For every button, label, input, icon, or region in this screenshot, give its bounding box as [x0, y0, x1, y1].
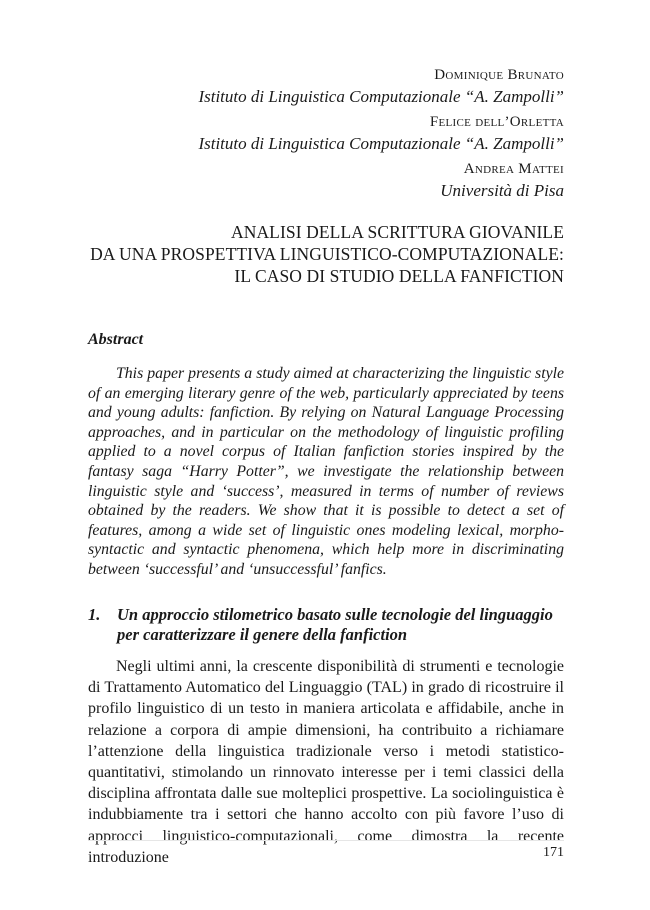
abstract-heading: Abstract	[88, 331, 144, 348]
body-text-start: Negli ultimi anni, la crescente disponibilità di strumenti e tecnologie di Trattamento Automatico del Linguaggio (	[88, 658, 564, 697]
author-affiliation: Università di Pisa	[440, 181, 564, 200]
author-name: Felice dell’Orletta	[429, 114, 564, 130]
author-name: Dominique Brunato	[434, 67, 564, 83]
paper-title	[80, 221, 564, 287]
author-list	[80, 64, 564, 205]
section-number: 1.	[88, 605, 101, 624]
page-number: 171	[543, 845, 564, 860]
body-paragraph	[88, 656, 564, 868]
author-entry	[80, 111, 564, 155]
section-heading	[88, 605, 564, 645]
author-affiliation: Istituto di Linguistica Computazionale “A. Zampolli”	[198, 87, 564, 106]
title-line: ANALISI DELLA SCRITTURA GIOVANILE	[230, 222, 564, 242]
title-line: IL CASO DI STUDIO DELLA FANFICTION	[234, 266, 564, 286]
footer-rule	[88, 840, 564, 841]
author-entry	[80, 158, 564, 202]
author-name: Andrea Mattei	[463, 161, 564, 177]
acronym: TAL	[371, 679, 402, 697]
abstract-text: This paper presents a study aimed at characterizing the linguistic style of an emerging literary genre of the web, particularly appreciated by teens and young adults: fanfiction. By relying on Natural Language Processing approaches, and in particular on the methodology of linguistic profiling applied to a novel corpus of Italian fanfiction stories inspired by the fantasy saga “Harry Potter”, we investigate the relationship between linguistic style and ‘success’, measured in terms of number of reviews obtained by the readers. We show that it is possible to detect a set of features, among a wide set of linguistic ones modeling lexical, morpho-syntactic and syntactic phenomena, which help more in discriminating between ‘successful’ and ‘unsuccessful’ fanfics.	[88, 365, 564, 578]
author-entry	[80, 64, 564, 108]
title-line: DA UNA PROSPETTIVA LINGUISTICO-COMPUTAZIONALE:	[90, 244, 564, 264]
author-affiliation: Istituto di Linguistica Computazionale “A. Zampolli”	[198, 134, 564, 153]
body-text-rest: ) in grado di ricostruire il profilo linguistico di un testo in maniera articolata e affidabile, anche in relazione a corpora di ampie dimensioni, ha contribuito a richiamare l’attenzione della linguistica tradizionale verso i metodi statistico-quantitativi, stimolando un rinnovato interesse per i temi classici della disciplina affrontata dalle sue molteplici prospettive. La sociolinguistica è indubbiamente tra i settori che hanno accolto con più favore l’uso di approcci linguistico-computazionali, come dimostra la recente introduzione	[88, 679, 564, 866]
section-title: Un approccio stilometrico basato sulle tecnologie del linguaggio per caratterizzare il genere della fanfiction	[117, 605, 553, 644]
